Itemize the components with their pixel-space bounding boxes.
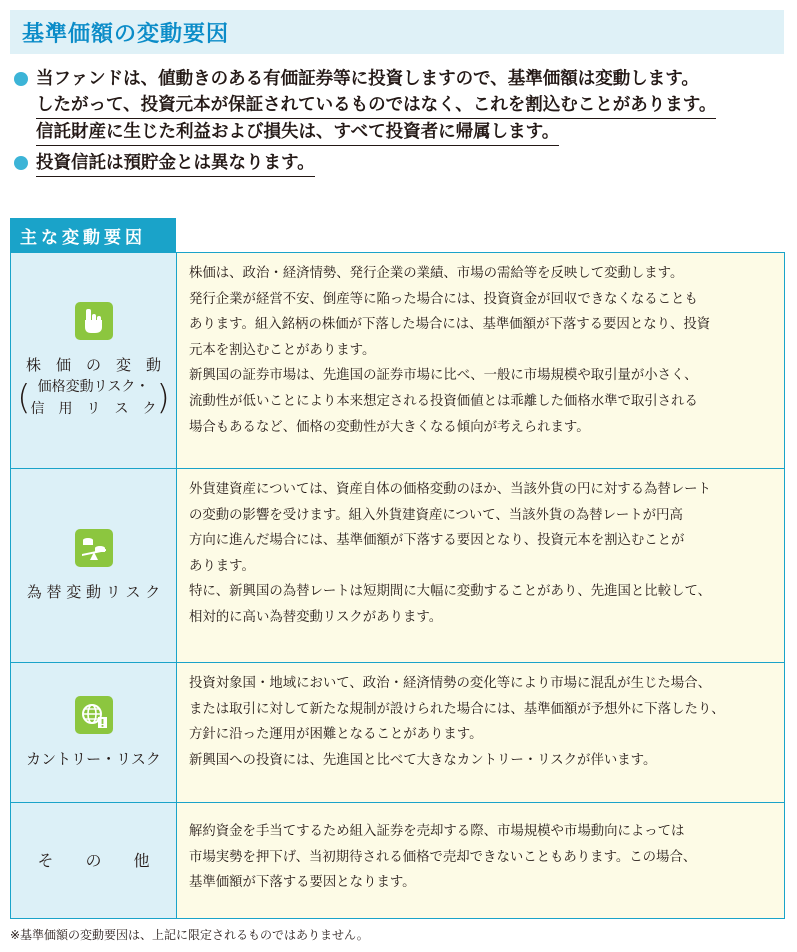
desc-line: 発行企業が経営不安、倒産等に陥った場合には、投資資金が回収できなくなることも	[189, 291, 698, 307]
title-bar	[10, 10, 784, 54]
row-label-cell	[11, 469, 177, 662]
desc-line: 解約資金を手当てするため組入証券を売却する際、市場規模や市場動向によっては	[189, 824, 685, 839]
footnote: ※基準価額の変動要因は、上記に限定されるものではありません。	[10, 928, 369, 942]
desc-line: 基準価額が下落する要因となります。	[189, 875, 416, 891]
row-label: そ の 他	[37, 850, 150, 870]
table-row	[11, 803, 784, 918]
bullet-dot-icon	[14, 156, 28, 170]
row-label-cell	[11, 253, 177, 468]
globe-warning-icon	[75, 696, 113, 734]
row-description	[177, 803, 784, 918]
section-tab: 主な変動要因	[10, 218, 176, 252]
desc-line: 投資対象国・地域において、政治・経済情勢の変化等により市場に混乱が生じた場合、	[189, 676, 711, 691]
intro-line-2-wrap	[10, 92, 790, 119]
row-label: カントリー・リスク	[26, 749, 161, 768]
page-title: 基準価額の変動要因	[22, 21, 230, 47]
desc-line: 場合もあるなど、価格の変動性が大きくなる傾向が考えられます。	[189, 419, 590, 435]
desc-line: 特に、新興国の為替レートは短期間に大幅に変動することがあり、先進国と比較して、	[189, 584, 711, 600]
table-row	[11, 469, 784, 663]
desc-line: 方針に沿った運用が困難となることがあります。	[189, 727, 483, 743]
desc-line: の変動の影響を受けます。組入外貨建資産について、当該外貨の為替レートが円高	[189, 507, 683, 523]
desc-line: 外貨建資産については、資産自体の価格変動のほか、当該外貨の円に対する為替レート	[189, 482, 711, 497]
intro-line-3: 信託財産に生じた利益および損失は、すべて投資者に帰属します。	[36, 119, 559, 146]
desc-line: 新興国の証券市場は、先進国の証券市場に比べ、一般に市場規模や取引量が小さく、	[189, 368, 698, 384]
desc-line: 新興国への投資には、先進国と比べて大きなカントリー・リスクが伴います。	[189, 752, 657, 768]
row-sublabel-1: 価格変動リスク・	[37, 378, 150, 395]
desc-line: 流動性が低いことにより本来想定される投資価値とは乖離した価格水準で取引される	[189, 393, 698, 409]
right-paren: )	[156, 377, 170, 418]
hand-icon	[75, 302, 113, 340]
intro-bullet-2	[10, 150, 790, 177]
risk-table	[10, 252, 785, 919]
left-paren: (	[17, 377, 31, 418]
row-description	[177, 253, 784, 468]
desc-line: 株価は、政治・経済情勢、発行企業の業績、市場の需給等を反映して変動します。	[189, 266, 684, 281]
row-sublabel-group	[17, 376, 170, 420]
row-sublabel-2: 信 用 リ ス ク	[30, 400, 157, 417]
desc-line: あります。組入銘柄の株価が下落した場合には、基準価額が下落する要因となり、投資	[189, 317, 711, 333]
table-row	[11, 663, 784, 803]
row-label: 株 価 の 変 動	[25, 355, 161, 374]
row-description	[177, 469, 784, 662]
desc-line: 相対的に高い為替変動リスクがあります。	[189, 609, 443, 625]
intro-line-1: 当ファンドは、値動きのある有価証券等に投資しますので、基準価額は変動します。	[36, 69, 699, 89]
balance-scale-icon	[75, 529, 113, 567]
intro-bullet-1	[10, 66, 790, 92]
row-label-cell	[11, 663, 177, 802]
intro-line-2: したがって、投資元本が保証されているものではなく、これを割込むことがあります。	[36, 92, 716, 119]
desc-line: 市場実勢を押下げ、当初期待される価格で売却できないこともあります。この場合、	[189, 849, 697, 865]
desc-line: あります。	[189, 558, 255, 574]
table-row	[11, 253, 784, 469]
desc-line: 方向に進んだ場合には、基準価額が下落する要因となり、投資元本を割込むことが	[189, 533, 685, 549]
desc-line: または取引に対して新たな規制が設けられた場合には、基準価額が予想外に下落したり、	[189, 701, 725, 717]
intro-line-3-wrap	[10, 119, 790, 146]
desc-line: 元本を割込むことがあります。	[189, 342, 376, 358]
row-label-cell	[11, 803, 177, 918]
row-label: 為 替 変 動 リ ス ク	[26, 582, 161, 601]
intro-notes	[10, 66, 790, 177]
row-description	[177, 663, 784, 802]
intro-line-4: 投資信託は預貯金とは異なります。	[36, 150, 315, 177]
bullet-dot-icon	[14, 72, 28, 86]
